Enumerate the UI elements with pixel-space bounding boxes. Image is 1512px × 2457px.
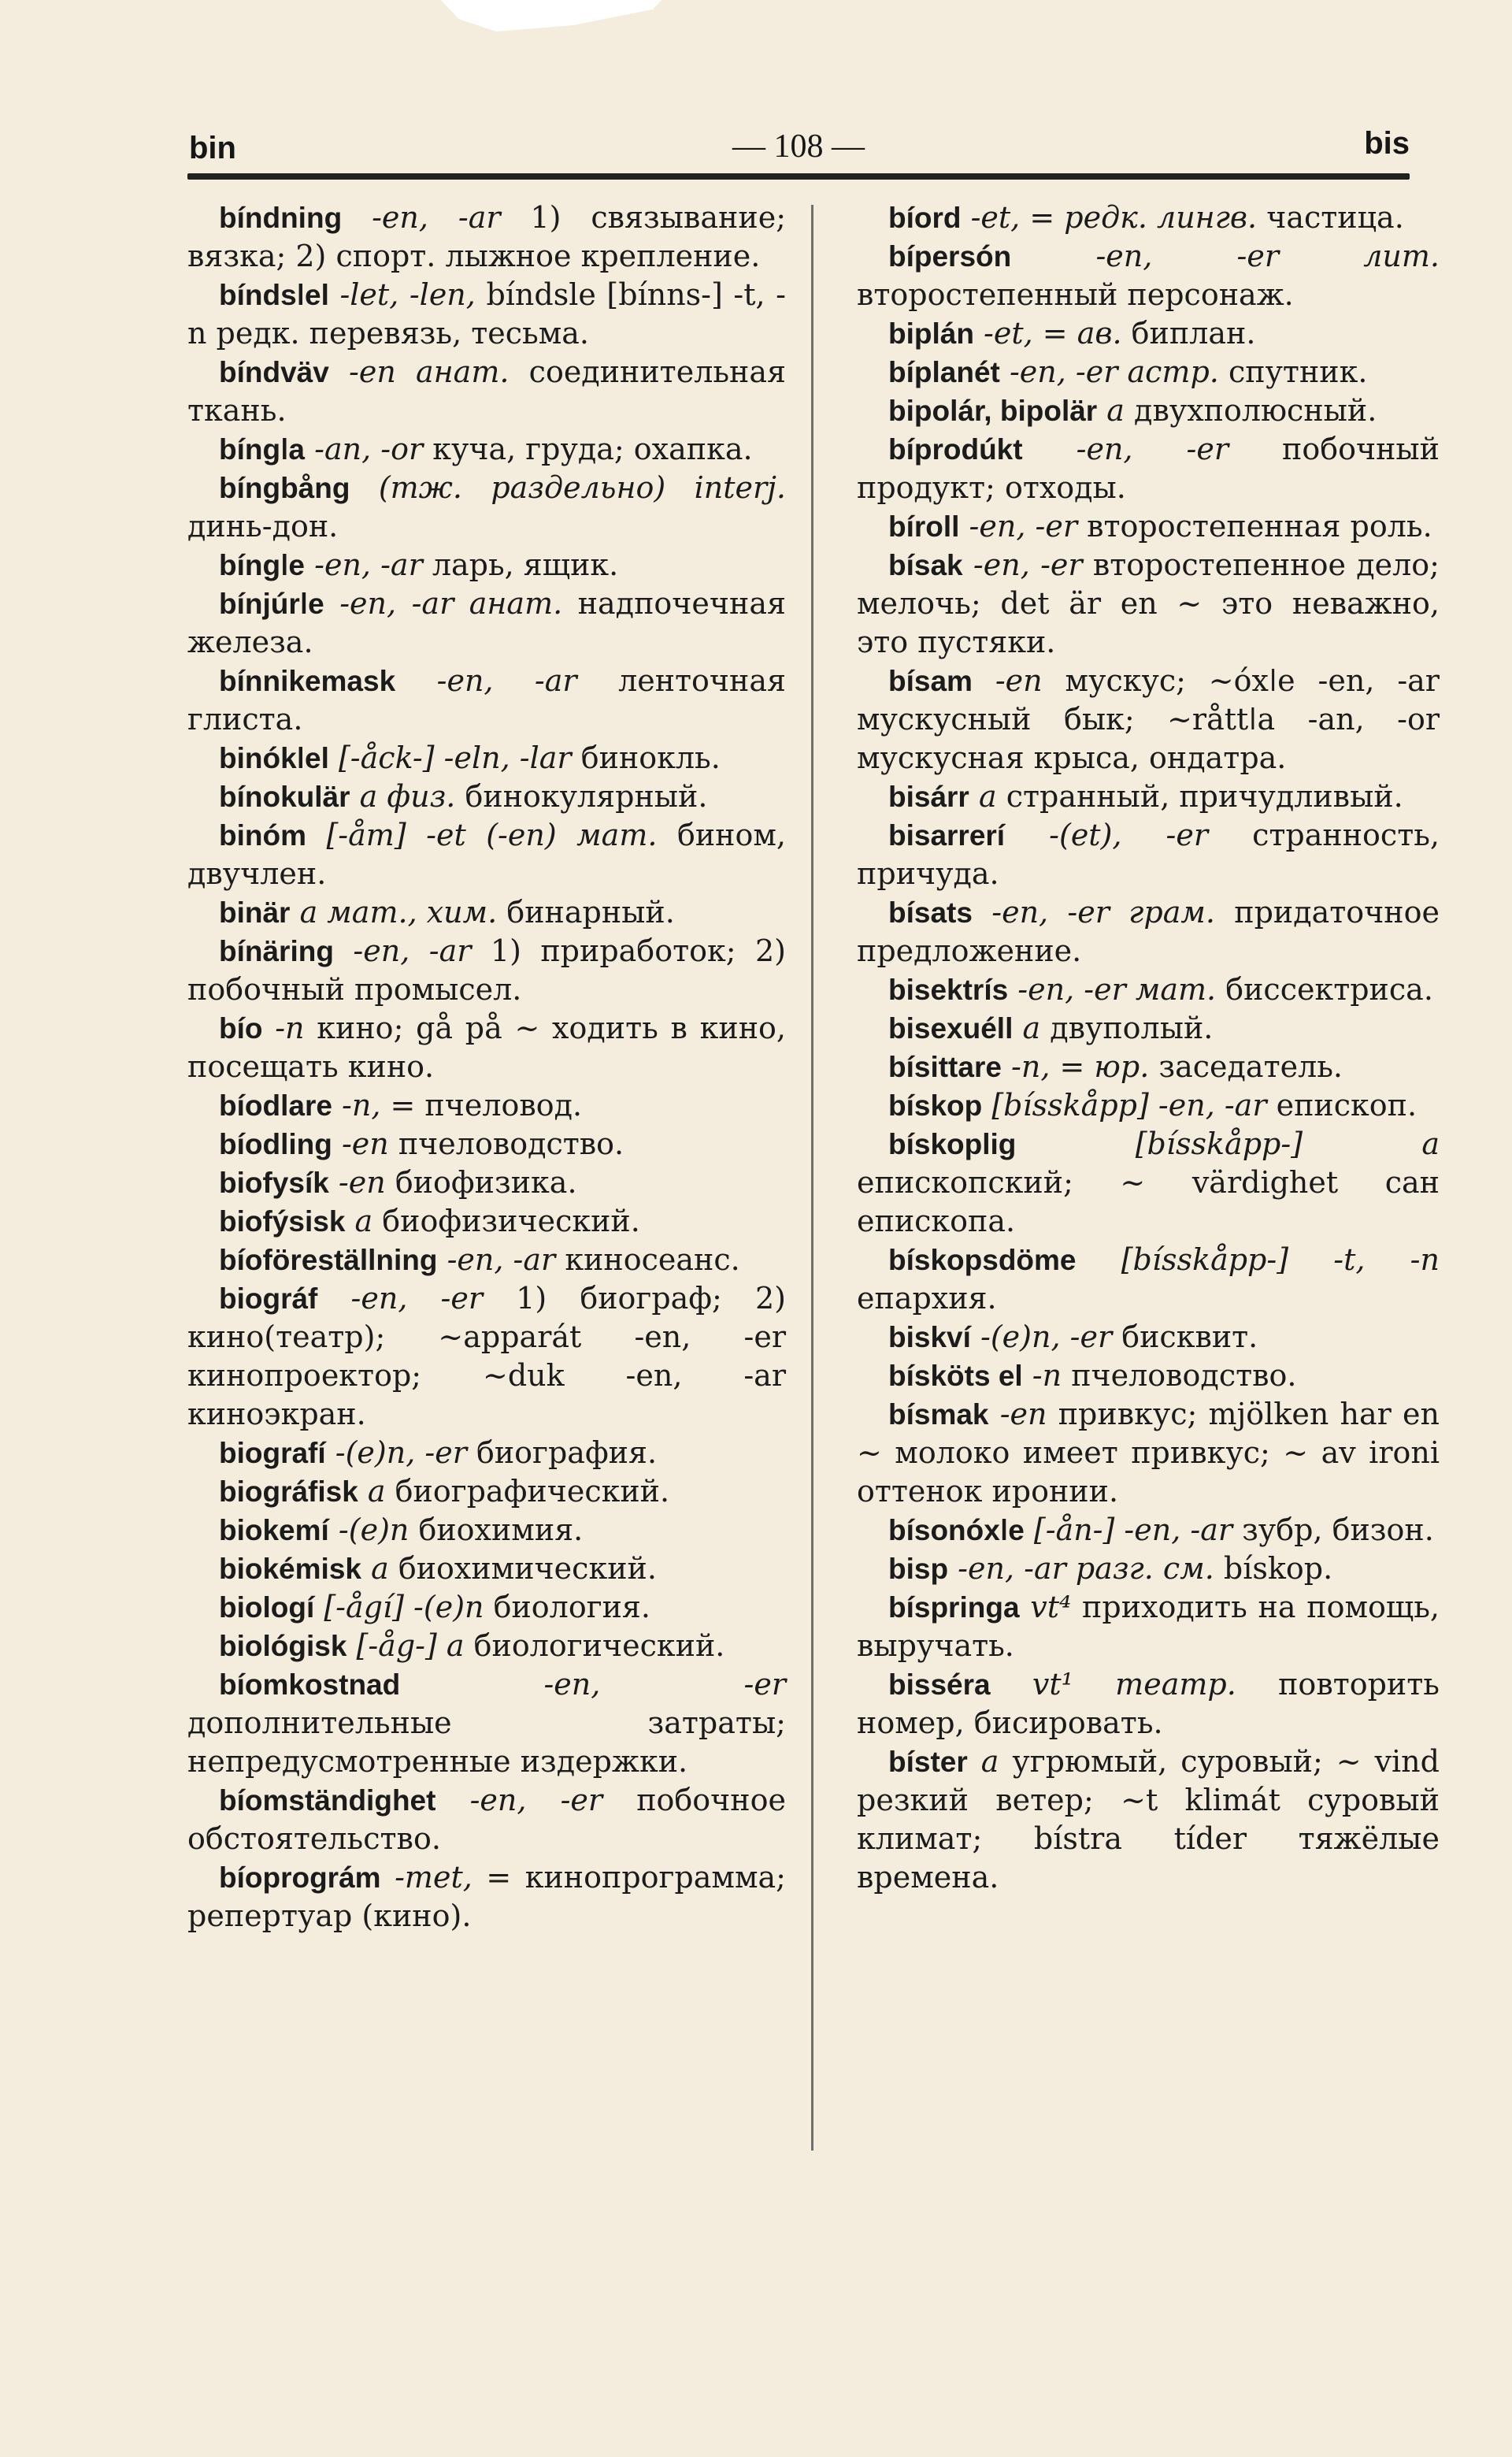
definition: бинокль. [580, 740, 721, 775]
definition: частица. [1266, 200, 1404, 235]
dictionary-entry [857, 1357, 1440, 1395]
headword: biokémisk [219, 1553, 361, 1585]
grammar-note: -(e)n, -er [335, 1435, 467, 1470]
headword: bískoplig [888, 1128, 1017, 1160]
grammar-note: -en [995, 663, 1043, 698]
grammar-note: -en анат. [349, 354, 510, 389]
dictionary-entry [857, 392, 1440, 430]
grammar-note: -en [338, 1165, 386, 1200]
definition: зубр, бизон. [1242, 1512, 1434, 1547]
grammar-note: a [980, 1744, 999, 1779]
dictionary-entry [187, 1511, 786, 1550]
headword: bísats [888, 896, 973, 929]
definition: биплан. [1131, 316, 1256, 351]
grammar-note: -n, = юр. [1011, 1049, 1150, 1084]
grammar-note: -met, = [395, 1860, 512, 1895]
headword: biologí [219, 1591, 315, 1624]
dictionary-entry [187, 585, 786, 662]
definition: придаточное предложение. [857, 895, 1440, 968]
right-column [857, 199, 1440, 1897]
dictionary-entry [857, 546, 1440, 662]
grammar-note: a [1106, 393, 1125, 428]
definition: бином, двучлен. [187, 818, 786, 891]
headword: bisárr [888, 781, 969, 813]
definition: дополнительные затраты; непредусмотренные издержки. [187, 1705, 786, 1779]
dictionary-entry [857, 893, 1440, 971]
headword: bísam [888, 665, 973, 697]
headword: bisexuéll [888, 1012, 1014, 1045]
definition: биофизика. [395, 1165, 577, 1200]
grammar-note: -an, -or [314, 432, 424, 466]
definition: динь-дон. [187, 509, 339, 544]
grammar-note: vt⁴ [1030, 1590, 1072, 1624]
grammar-note: -en [341, 1126, 389, 1161]
grammar-note: -n [275, 1011, 305, 1045]
definition: биохимический. [398, 1551, 657, 1586]
headword: bípersón [888, 240, 1012, 273]
dictionary-entry [857, 1395, 1440, 1511]
grammar-note: vt¹ театр. [1032, 1667, 1236, 1702]
dictionary-entry [187, 1164, 786, 1202]
headword: bisp [888, 1553, 949, 1585]
dictionary-entry [187, 1434, 786, 1472]
grammar-note: -en, -er [973, 547, 1083, 582]
grammar-note: -en, -er грам. [991, 895, 1215, 930]
headword: biokemí [219, 1514, 329, 1546]
grammar-note: -en, -er [469, 1783, 603, 1817]
grammar-note: a [978, 779, 997, 814]
headword: bíoföreställning [219, 1244, 438, 1276]
headword: binóm [219, 819, 306, 852]
dictionary-entry [187, 469, 786, 546]
dictionary-entry [187, 1588, 786, 1627]
grammar-note: [-åck-] -eln, -lar [338, 740, 572, 775]
headword: bínokulär [219, 781, 350, 813]
dictionary-entry [857, 816, 1440, 893]
headword: bíord [888, 202, 962, 234]
headword: bíngǀa [219, 433, 306, 466]
definition: епархия. [857, 1281, 997, 1316]
definition: странность, причуда. [857, 818, 1440, 891]
headword: bísak [888, 549, 963, 581]
dictionary-entry [187, 1125, 786, 1164]
headword: bisektrís [888, 974, 1009, 1006]
dictionary-entry [857, 1125, 1440, 1241]
definition: второстепенная роль. [1087, 509, 1432, 544]
column-divider [811, 205, 813, 2151]
headword: bíndväv [219, 356, 329, 388]
dictionary-entry [857, 199, 1440, 237]
definition: пчеловодство. [1071, 1358, 1297, 1393]
grammar-note: -en, -er лит. [1095, 239, 1440, 273]
dictionary-entry [187, 1781, 786, 1858]
definition: bískop. [1223, 1551, 1333, 1586]
headword: bíodlare [219, 1089, 332, 1122]
dictionary-entry [187, 778, 786, 816]
grammar-note: a [367, 1474, 386, 1509]
torn-edge [441, 0, 662, 32]
headword: bíndsǀel [219, 279, 329, 311]
definition: спутник. [1228, 354, 1368, 389]
grammar-note: -n, = [342, 1088, 416, 1123]
grammar-note: -en, -ar разг. см. [958, 1551, 1214, 1586]
headword: bíplanét [888, 356, 1000, 388]
dictionary-entry [187, 1550, 786, 1588]
grammar-note: -en, -er [969, 509, 1077, 544]
right-guide-word: bis [1364, 126, 1410, 161]
dictionary-entry [857, 778, 1440, 816]
dictionary-entry [857, 1009, 1440, 1048]
definition: биографический. [395, 1474, 670, 1509]
dictionary-entry [187, 816, 786, 893]
grammar-note: -n [1032, 1358, 1062, 1393]
definition: побочное обстоятельство. [187, 1783, 786, 1856]
dictionary-entry [187, 1279, 786, 1434]
dictionary-entry [857, 662, 1440, 778]
header-rule [187, 173, 1410, 180]
dictionary-entry [857, 1550, 1440, 1588]
page-number: — 108 — [732, 128, 865, 165]
headword: binókǀel [219, 742, 329, 774]
headword: bíomständighet [219, 1784, 436, 1817]
definition: двухполюсный. [1134, 393, 1377, 428]
headword: bíroll [888, 510, 960, 543]
dictionary-entry [187, 276, 786, 353]
grammar-note: -en, -er [543, 1667, 786, 1702]
definition: киносеанс. [565, 1242, 740, 1277]
grammar-note: -(et), -er [1049, 818, 1209, 852]
definition: второстепенный персонаж. [857, 277, 1294, 312]
grammar-note: [bísskåpp-] -t, -n [1121, 1242, 1440, 1277]
headword: binär [219, 896, 291, 929]
definition: биохимия. [418, 1512, 584, 1547]
definition: епископский; ~ värdighet сан епископа. [857, 1165, 1440, 1238]
headword: bíngbång [219, 472, 350, 504]
definition: приходить на помощь, выручать. [857, 1590, 1440, 1663]
grammar-note: [bísskåpp] -en, -ar [991, 1088, 1267, 1123]
dictionary-entry [187, 1627, 786, 1665]
dictionary-entry [857, 507, 1440, 546]
grammar-note: -en, -ar [353, 933, 472, 968]
definition: бисквит. [1121, 1319, 1258, 1354]
definition: двуполый. [1050, 1011, 1214, 1045]
left-column [187, 199, 786, 1936]
grammar-note: -en, -er [350, 1281, 484, 1316]
grammar-note: -en, -ar [372, 200, 501, 235]
grammar-note: -(e)n [338, 1512, 410, 1547]
dictionary-entry [857, 1086, 1440, 1125]
grammar-note: a физ. [359, 779, 456, 814]
headword: bíprodúkt [888, 433, 1023, 466]
dictionary-entry [857, 314, 1440, 353]
grammar-note: a [354, 1204, 373, 1238]
grammar-note: -let, -len, [339, 277, 476, 312]
grammar-note: -en, -ar [436, 663, 577, 698]
headword: bipolár, bipolär [888, 395, 1098, 427]
grammar-note: a [371, 1551, 389, 1586]
headword: biskví [888, 1321, 971, 1353]
dictionary-entry [187, 1858, 786, 1936]
dictionary-entry [187, 1472, 786, 1511]
headword: bísonóxǀe [888, 1514, 1025, 1546]
headword: bísköts el [888, 1360, 1023, 1392]
grammar-note: -et, = редк. лингв. [970, 200, 1258, 235]
definition: биофизический. [382, 1204, 640, 1238]
definition: второстепенное дело; мелочь; det är en ~ это неважно, это пустяки. [857, 547, 1440, 659]
dictionary-entry [187, 1665, 786, 1781]
grammar-note: -en, -er астр. [1009, 354, 1219, 389]
definition: бинокулярный. [465, 779, 708, 814]
dictionary-entry [857, 971, 1440, 1009]
definition: побочный продукт; отходы. [857, 432, 1440, 505]
definition: странный, причудливый. [1006, 779, 1403, 814]
dictionary-entry [187, 893, 786, 932]
dictionary-entry [857, 1318, 1440, 1357]
definition: bíndsle [bínns-] -t, -n редк. перевязь, тесьма. [187, 277, 786, 351]
dictionary-entry [857, 430, 1440, 507]
definition: биография. [476, 1435, 658, 1470]
definition: соединительная ткань. [187, 354, 786, 428]
dictionary-entry [187, 353, 786, 430]
grammar-note: [bísskåpp-] a [1135, 1126, 1440, 1161]
dictionary-entry [187, 739, 786, 778]
definition: кино; gå på ~ ходить в кино, посещать кино. [187, 1011, 786, 1084]
headword: bínnikemask [219, 665, 396, 697]
headword: biológisk [219, 1630, 347, 1662]
definition: ларь, ящик. [432, 547, 619, 582]
headword: bínäring [219, 935, 334, 967]
definition: повторить номер, бисировать. [857, 1667, 1440, 1740]
headword: bískop [888, 1089, 983, 1122]
headword: bíomkostnad [219, 1668, 401, 1701]
headword: bíster [888, 1746, 968, 1778]
definition: 1) связывание; вязка; 2) спорт. лыжное крепление. [187, 200, 786, 273]
definition: угрюмый, суровый; ~ vind резкий ветер; ~t klimát суровый климат; bístra tíder тяжёлые времена. [857, 1744, 1440, 1895]
grammar-note: a [1022, 1011, 1041, 1045]
headword: bísittare [888, 1051, 1002, 1083]
dictionary-entry [857, 1665, 1440, 1743]
headword: bínjúrǀe [219, 588, 324, 620]
grammar-note: [-åg-] a [356, 1628, 465, 1663]
dictionary-entry [187, 546, 786, 585]
dictionary-entry [187, 1241, 786, 1279]
definition: мускус; ~óxǀe -en, -ar мускусный бык; ~råttǀa -an, -or мускусная крыса, ондатра. [857, 663, 1440, 775]
dictionary-entry [187, 1202, 786, 1241]
dictionary-entry [187, 199, 786, 276]
definition: биология. [493, 1590, 650, 1624]
dictionary-entry [187, 932, 786, 1009]
headword: bíndning [219, 202, 343, 234]
definition: епископ. [1276, 1088, 1418, 1123]
page-header [189, 118, 1410, 173]
headword: bío [219, 1012, 263, 1045]
grammar-note: [-åm] -et (-en) мат. [326, 818, 658, 852]
grammar-note: -en [999, 1397, 1047, 1431]
grammar-note: -en, -ar анат. [339, 586, 563, 621]
dictionary-entry [187, 1009, 786, 1086]
dictionary-entry [187, 1086, 786, 1125]
definition: 1) приработок; 2) побочный промысел. [187, 933, 786, 1007]
headword: bíspringa [888, 1591, 1020, 1624]
headword: bisséra [888, 1668, 991, 1701]
grammar-note: [-ågí] -(e)n [324, 1590, 484, 1624]
headword: bíoprográm [219, 1861, 381, 1894]
dictionary-entry [857, 237, 1440, 314]
definition: куча, груда; охапка. [432, 432, 753, 466]
definition: пчеловодство. [398, 1126, 624, 1161]
dictionary-entry [857, 1511, 1440, 1550]
dictionary-entry [857, 1743, 1440, 1897]
dictionary-entry [857, 1241, 1440, 1318]
grammar-note: [-ån-] -en, -ar [1033, 1512, 1233, 1547]
headword: bíngǀe [219, 549, 306, 581]
definition: кинопрограмма; репертуар (кино). [187, 1860, 786, 1933]
headword: bisarrerí [888, 819, 1006, 852]
definition: надпочечная железа. [187, 586, 786, 659]
headword: biografí [219, 1437, 326, 1469]
grammar-note: -(e)n, -er [980, 1319, 1113, 1354]
grammar-note: -et, = ав. [984, 316, 1122, 351]
definition: 1) биограф; 2) кино(театр); ~apparát -en, -er кинопроектор; ~duk -en, -ar киноэкран. [187, 1281, 786, 1431]
dictionary-entry [187, 662, 786, 739]
grammar-note: (тж. раздельно) interj. [378, 470, 786, 505]
left-guide-word: bin [189, 131, 236, 165]
grammar-note: -en, -er мат. [1017, 972, 1217, 1007]
definition: биссектриса. [1225, 972, 1433, 1007]
headword: bísmak [888, 1398, 989, 1431]
definition: заседатель. [1158, 1049, 1343, 1084]
headword: biofysík [219, 1167, 329, 1199]
headword: bískopsdöme [888, 1244, 1077, 1276]
definition: бинарный. [506, 895, 675, 930]
headword: biplán [888, 317, 974, 350]
headword: biofýsisk [219, 1205, 346, 1238]
headword: biográf [219, 1282, 318, 1315]
dictionary-entry [857, 353, 1440, 392]
dictionary-entry [857, 1048, 1440, 1086]
definition: привкус; mjölken har en ~ молоко имеет привкус; ~ av ironi оттенок иронии. [857, 1397, 1440, 1509]
headword: biográfisk [219, 1475, 358, 1508]
definition: ленточная глиста. [187, 663, 786, 737]
grammar-note: -en, -ar [314, 547, 423, 582]
dictionary-entry [857, 1588, 1440, 1665]
headword: bíodling [219, 1128, 332, 1160]
definition: пчеловод. [424, 1088, 583, 1123]
dictionary-entry [187, 430, 786, 469]
grammar-note: -en, -er [1076, 432, 1228, 466]
grammar-note: -en, -ar [447, 1242, 556, 1277]
grammar-note: a мат., хим. [299, 895, 498, 930]
definition: биологический. [473, 1628, 725, 1663]
